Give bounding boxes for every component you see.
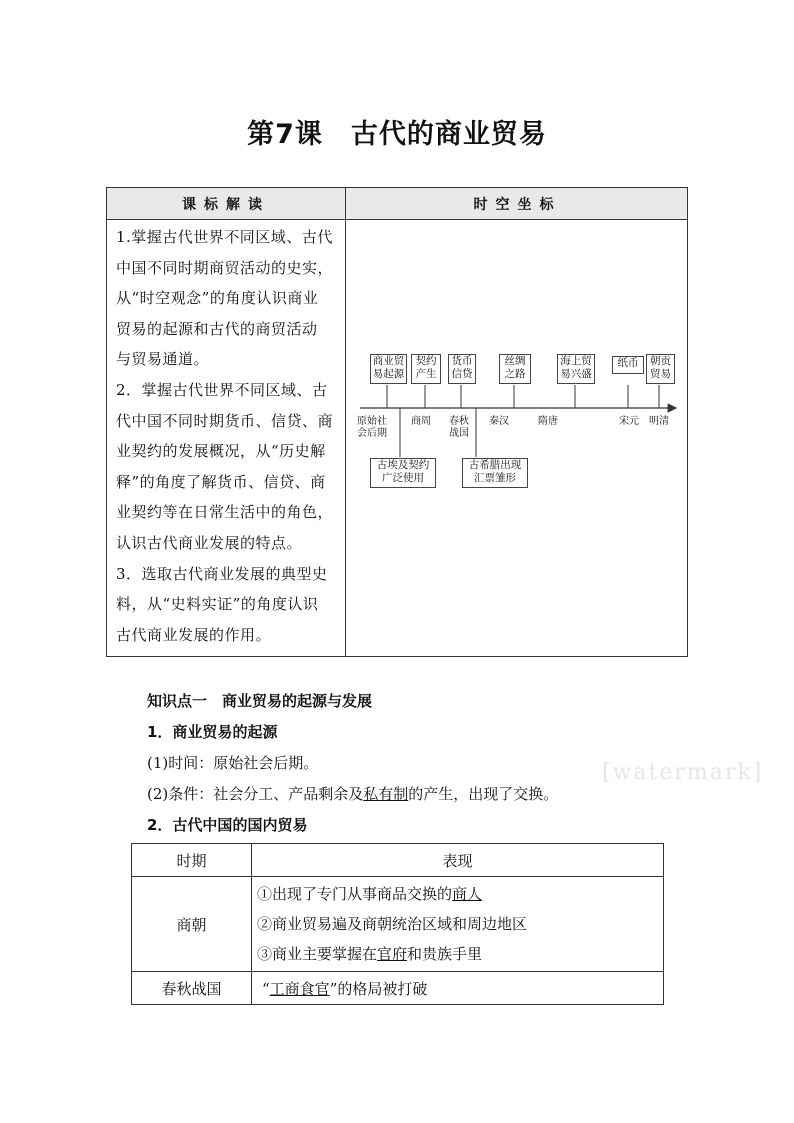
standards-line: 贸易的起源和古代的商贸活动 xyxy=(116,319,318,338)
standards-text xyxy=(116,222,340,650)
standards-line: 古代商业发展的作用。 xyxy=(116,625,272,644)
condition-text: (2)条件：社会分工、产品剩余及私有制的产生，出现了交换。 xyxy=(147,785,559,803)
era-label: 商周 xyxy=(411,416,431,427)
standards-line: 认识古代商业发展的特点。 xyxy=(116,533,303,552)
table-row xyxy=(132,972,664,1005)
chunqiu-point: “工商食官”的格局被打破 xyxy=(252,972,664,1005)
event-box: 丝绸 之路 xyxy=(499,354,531,384)
time-text: (1)时间：原始社会后期。 xyxy=(147,754,319,772)
col-header-standards: 课标解读 xyxy=(182,197,270,213)
lesson-name: 古代的商业贸易 xyxy=(350,119,547,150)
col-header-timeline: 时空坐标 xyxy=(473,197,562,213)
table-header-row xyxy=(132,844,664,877)
era-label: 秦汉 xyxy=(489,416,509,427)
timeline-lines xyxy=(346,220,689,656)
page-title xyxy=(0,112,794,151)
event-box: 商业贸 易起源 xyxy=(370,354,407,384)
standards-line: 从“时空观念”的角度认识商业 xyxy=(116,289,319,308)
subheading-domestic-trade: 2．古代中国的国内贸易 xyxy=(147,816,308,834)
period-shang: 商朝 xyxy=(132,877,252,972)
term-private-ownership: 私有制 xyxy=(363,785,409,803)
shang-point-1: ①出现了专门从事商品交换的商人 xyxy=(257,885,483,903)
era-label: 原始社 会后期 xyxy=(357,416,387,439)
standards-line: 3．选取古代商业发展的典型史 xyxy=(116,564,328,583)
shang-point-2: ②商业贸易遍及商朝统治区域和周边地区 xyxy=(257,915,528,933)
event-box: 古埃及契约 广泛使用 xyxy=(370,458,436,488)
table-row xyxy=(132,877,664,972)
standards-line: 与贸易通道。 xyxy=(116,350,210,369)
standards-line: 1.掌握古代世界不同区域、古代 xyxy=(116,228,333,246)
event-box: 纸币 xyxy=(612,356,644,374)
era-label: 明清 xyxy=(649,416,669,427)
lesson-number: 第7课 xyxy=(247,119,323,150)
standards-line: 2．掌握古代世界不同区域、古 xyxy=(116,380,328,399)
event-box: 契约 产生 xyxy=(411,354,441,384)
era-label: 隋唐 xyxy=(538,416,558,427)
header-performance: 表现 xyxy=(252,844,664,877)
standards-line: 中国不同时期商贸活动的史实， xyxy=(116,258,334,277)
subheading-origin: 1．商业贸易的起源 xyxy=(147,723,278,741)
event-box: 海上贸 易兴盛 xyxy=(557,354,595,384)
domestic-trade-table xyxy=(131,843,664,1005)
knowledge-heading: 知识点一 商业贸易的起源与发展 xyxy=(147,692,373,710)
period-chunqiu: 春秋战国 xyxy=(132,972,252,1005)
watermark: [watermark] xyxy=(602,760,764,785)
standards-line: 释”的角度了解货币、信贷、商 xyxy=(116,472,326,491)
timeline-diagram xyxy=(346,220,689,656)
era-label: 春秋 战国 xyxy=(449,416,469,439)
standards-table xyxy=(106,187,688,657)
standards-line: 代中国不同时期货币、信贷、商 xyxy=(116,411,334,430)
event-box: 货币 信贷 xyxy=(448,354,476,384)
standards-line: 业契约的发展概况，从“历史解 xyxy=(116,442,326,461)
event-box: 朝贡 贸易 xyxy=(646,354,675,384)
shang-point-3: ③商业主要掌握在官府和贵族手里 xyxy=(257,945,483,963)
standards-line: 料，从“史料实证”的角度认识 xyxy=(116,595,319,614)
header-period: 时期 xyxy=(132,844,252,877)
standards-line: 业契约等在日常生活中的角色， xyxy=(116,503,334,522)
event-box: 古希腊出现 汇票雏形 xyxy=(462,458,528,488)
era-label: 宋元 xyxy=(619,416,639,427)
